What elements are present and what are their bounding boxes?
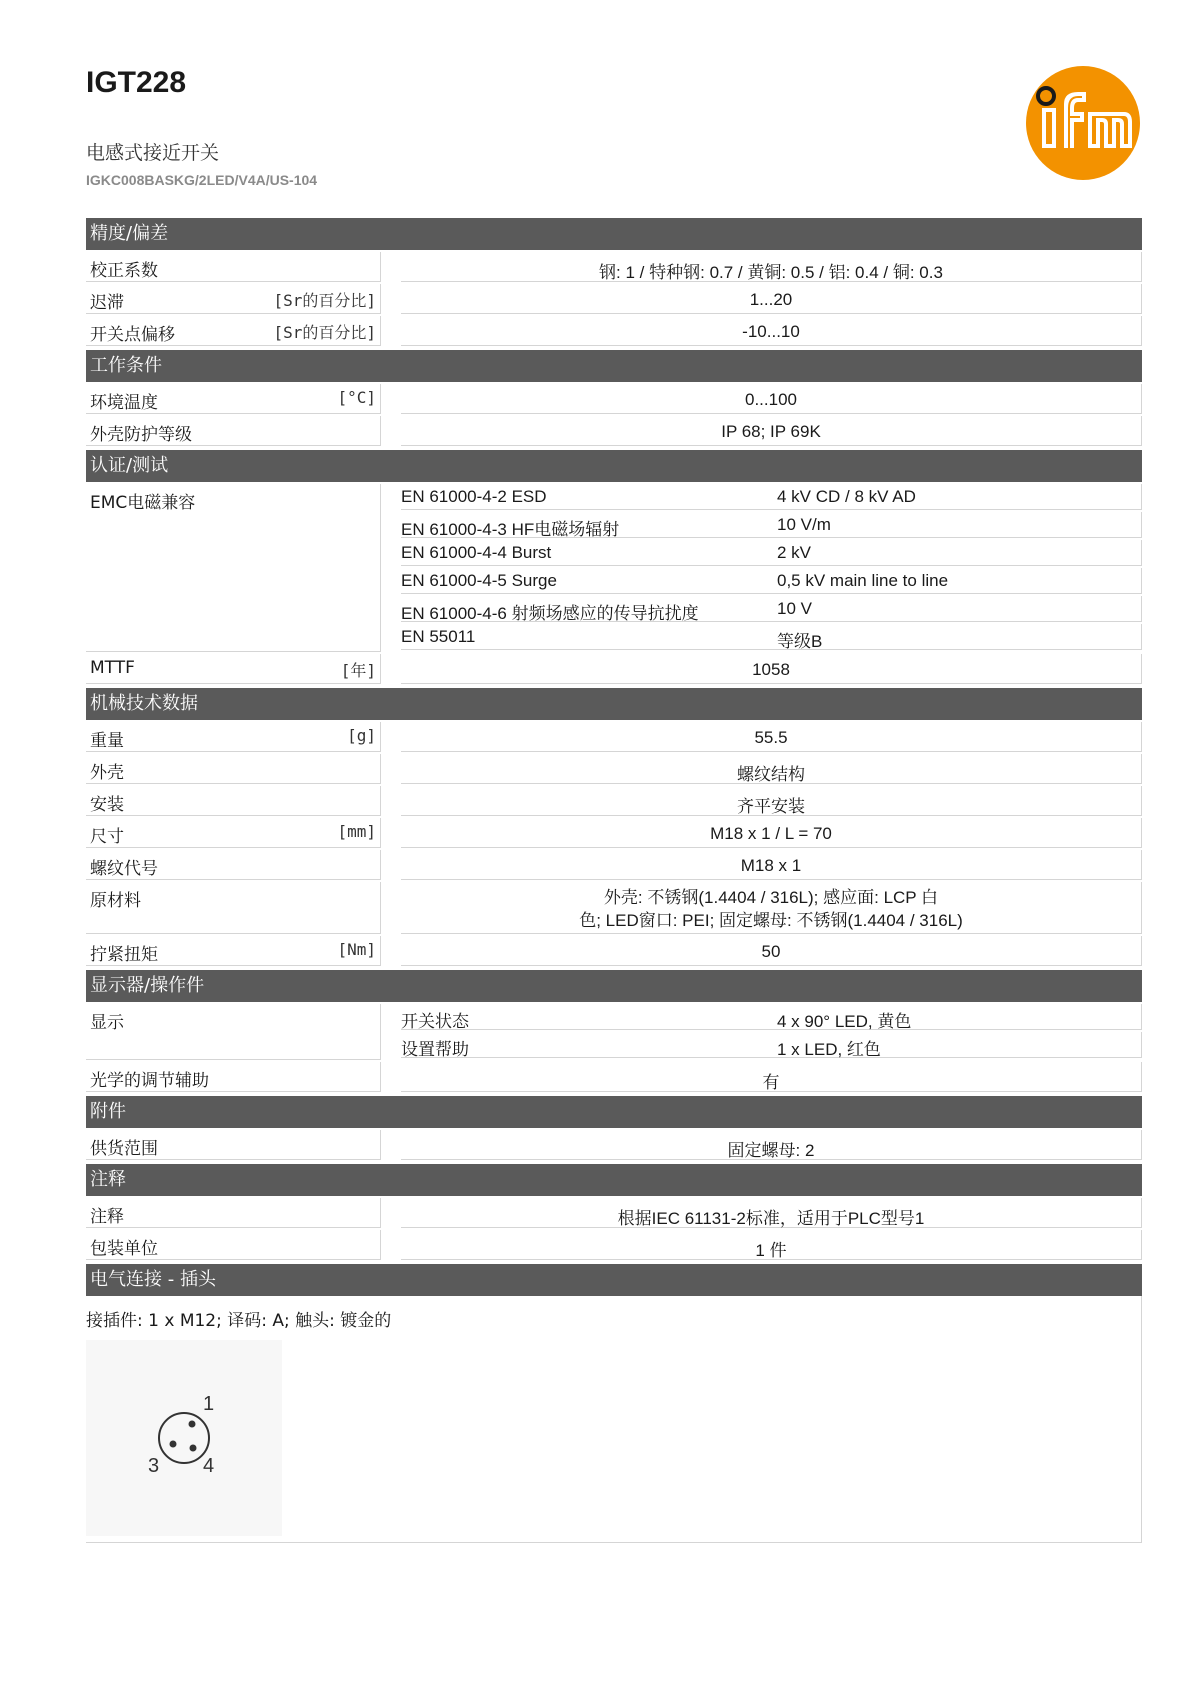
row-unit: [Sr的百分比] bbox=[273, 291, 376, 310]
display-value: 1 x LED, 红色 bbox=[771, 1032, 1142, 1058]
row-label: 校正系数 bbox=[90, 261, 158, 281]
section-header-accuracy: 精度/偏差 bbox=[86, 218, 1142, 250]
row-unit: [°C] bbox=[337, 388, 376, 407]
emc-item bbox=[401, 540, 1142, 566]
row-unit: [年] bbox=[340, 661, 376, 680]
section-header-certification: 认证/测试 bbox=[86, 450, 1142, 482]
row-value: 1058 bbox=[401, 654, 1142, 684]
display-row bbox=[86, 1004, 1142, 1060]
row-value: 50 bbox=[401, 936, 1142, 966]
row-value bbox=[401, 882, 1142, 934]
connection-text: 接插件: 1 x M12; 译码: A; 触头: 镀金的 bbox=[86, 1311, 392, 1331]
table-row bbox=[86, 1230, 1142, 1260]
row-value: -10...10 bbox=[401, 316, 1142, 346]
emc-value: 10 V/m bbox=[771, 512, 1142, 538]
row-label: 环境温度 bbox=[90, 393, 158, 413]
table-row bbox=[86, 316, 1142, 346]
row-value: 齐平安装 bbox=[401, 786, 1142, 816]
table-row bbox=[86, 252, 1142, 282]
emc-item bbox=[401, 568, 1142, 594]
row-unit: [g] bbox=[347, 726, 376, 745]
emc-value: 0,5 kV main line to line bbox=[771, 568, 1142, 594]
product-code: IGKC008BASKG/2LED/V4A/US-104 bbox=[86, 172, 318, 188]
datasheet bbox=[86, 218, 1142, 1543]
row-label: 开关点偏移 bbox=[90, 325, 175, 345]
section-header-remarks: 注释 bbox=[86, 1164, 1142, 1196]
display-key: 设置帮助 bbox=[401, 1032, 771, 1058]
emc-item bbox=[401, 624, 1142, 650]
emc-value: 2 kV bbox=[771, 540, 1142, 566]
row-label: 显示 bbox=[90, 1013, 124, 1033]
table-row bbox=[86, 1062, 1142, 1092]
table-row bbox=[86, 936, 1142, 966]
row-value-line: 外壳: 不锈钢(1.4404 / 316L); 感应面: LCP 白 bbox=[603, 888, 939, 907]
section-header-electrical-connection: 电气连接 - 插头 bbox=[86, 1264, 1142, 1296]
row-value: 有 bbox=[401, 1062, 1142, 1092]
emc-row bbox=[86, 484, 1142, 652]
row-unit: [Nm] bbox=[337, 940, 376, 959]
product-title: IGT228 bbox=[86, 66, 187, 99]
row-value-line: 色; LED窗口: PEI; 固定螺母: 不锈钢(1.4404 / 316L) bbox=[579, 911, 963, 930]
emc-test: EN 61000-4-2 ESD bbox=[401, 484, 771, 510]
emc-item bbox=[401, 596, 1142, 622]
table-row bbox=[86, 850, 1142, 880]
table-row bbox=[86, 384, 1142, 414]
connection-block bbox=[86, 1296, 1142, 1543]
emc-value: 等级B bbox=[771, 624, 1142, 650]
display-item bbox=[401, 1032, 1142, 1058]
row-value: M18 x 1 bbox=[401, 850, 1142, 880]
connector-outline bbox=[159, 1413, 209, 1463]
table-row bbox=[86, 754, 1142, 784]
row-label: 原材料 bbox=[90, 891, 141, 911]
row-label: 螺纹代号 bbox=[90, 859, 158, 879]
row-label: 迟滞 bbox=[90, 293, 124, 313]
display-value: 4 x 90° LED, 黄色 bbox=[771, 1004, 1142, 1030]
section-header-accessories: 附件 bbox=[86, 1096, 1142, 1128]
display-item bbox=[401, 1004, 1142, 1030]
row-value: 固定螺母: 2 bbox=[401, 1130, 1142, 1160]
row-label: 光学的调节辅助 bbox=[90, 1071, 209, 1091]
emc-item bbox=[401, 484, 1142, 510]
row-label: EMC电磁兼容 bbox=[90, 493, 196, 513]
table-row bbox=[86, 882, 1142, 934]
row-value: 钢: 1 / 特种钢: 0.7 / 黄铜: 0.5 / 铝: 0.4 / 铜: 0.3 bbox=[401, 252, 1142, 282]
emc-test: EN 61000-4-6 射频场感应的传导抗扰度 bbox=[401, 596, 771, 622]
table-row bbox=[86, 1198, 1142, 1228]
table-row bbox=[86, 722, 1142, 752]
table-row bbox=[86, 284, 1142, 314]
row-label: 拧紧扭矩 bbox=[90, 945, 158, 965]
emc-test: EN 61000-4-5 Surge bbox=[401, 568, 771, 594]
emc-item bbox=[401, 512, 1142, 538]
pin-diagram bbox=[86, 1340, 282, 1536]
row-value: 根据IEC 61131-2标准，适用于PLC型号1 bbox=[401, 1198, 1142, 1228]
row-label: 重量 bbox=[90, 731, 124, 751]
row-value: 1 件 bbox=[401, 1230, 1142, 1260]
pin-3 bbox=[170, 1441, 177, 1448]
ifm-logo bbox=[1024, 64, 1142, 182]
row-label: MTTF bbox=[90, 658, 135, 678]
row-label: 外壳 bbox=[90, 763, 124, 783]
row-label: 外壳防护等级 bbox=[90, 425, 192, 445]
pin-1 bbox=[189, 1421, 196, 1428]
row-label: 尺寸 bbox=[90, 827, 124, 847]
table-row bbox=[86, 818, 1142, 848]
section-header-operating-conditions: 工作条件 bbox=[86, 350, 1142, 382]
table-row bbox=[86, 1130, 1142, 1160]
row-value: 0...100 bbox=[401, 384, 1142, 414]
connector-pinout-icon bbox=[86, 1340, 282, 1536]
emc-test: EN 55011 bbox=[401, 624, 771, 650]
table-row bbox=[86, 786, 1142, 816]
row-label: 包装单位 bbox=[90, 1239, 158, 1259]
row-label: 供货范围 bbox=[90, 1139, 158, 1159]
row-value: 1...20 bbox=[401, 284, 1142, 314]
section-header-display: 显示器/操作件 bbox=[86, 970, 1142, 1002]
row-value: 55.5 bbox=[401, 722, 1142, 752]
emc-value: 10 V bbox=[771, 596, 1142, 622]
pin-label-1: 1 bbox=[203, 1393, 215, 1415]
pin-4 bbox=[190, 1445, 197, 1452]
row-unit: [Sr的百分比] bbox=[273, 323, 376, 342]
table-row bbox=[86, 654, 1142, 684]
emc-test: EN 61000-4-3 HF电磁场辐射 bbox=[401, 512, 771, 538]
emc-test: EN 61000-4-4 Burst bbox=[401, 540, 771, 566]
row-label: 注释 bbox=[90, 1207, 124, 1227]
row-label: 安装 bbox=[90, 795, 124, 815]
row-unit: [mm] bbox=[337, 822, 376, 841]
row-value: IP 68; IP 69K bbox=[401, 416, 1142, 446]
row-value: M18 x 1 / L = 70 bbox=[401, 818, 1142, 848]
emc-value: 4 kV CD / 8 kV AD bbox=[771, 484, 1142, 510]
section-header-mechanical: 机械技术数据 bbox=[86, 688, 1142, 720]
pin-label-3: 3 bbox=[148, 1455, 160, 1477]
product-subtitle: 电感式接近开关 bbox=[86, 142, 220, 164]
table-row bbox=[86, 416, 1142, 446]
row-value: 螺纹结构 bbox=[401, 754, 1142, 784]
pin-label-4: 4 bbox=[203, 1455, 215, 1477]
display-key: 开关状态 bbox=[401, 1004, 771, 1030]
